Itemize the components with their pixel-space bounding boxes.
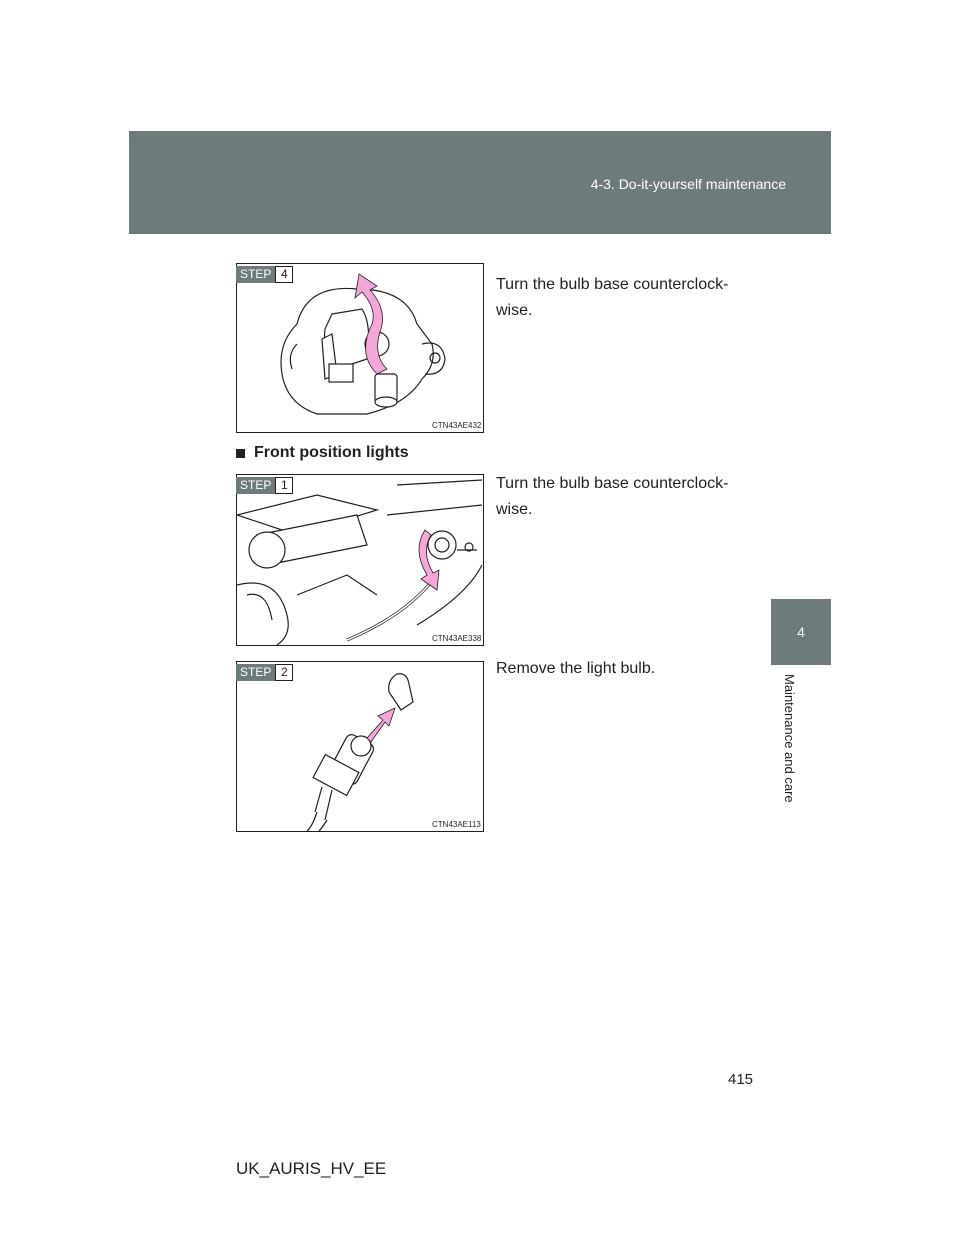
step-badge-4 [236, 266, 293, 283]
step-label: STEP [236, 664, 275, 681]
step-badge-1 [236, 477, 293, 494]
instruction-text: Turn the bulb base counterclock-wise. [496, 276, 729, 319]
step-label: STEP [236, 477, 275, 494]
step-badge-2 [236, 664, 293, 681]
figure-step-1 [236, 474, 484, 646]
figure-code: CTN43AE113 [432, 820, 481, 829]
position-light-illustration [237, 475, 483, 645]
step-number: 1 [275, 477, 293, 494]
section-heading-text: Front position lights [254, 444, 409, 461]
chapter-tab[interactable] [771, 599, 831, 665]
bullet-square-icon [236, 449, 245, 458]
chapter-header [129, 131, 831, 234]
section-title: 4-3. Do-it-yourself maintenance [590, 176, 786, 192]
instruction-text: Turn the bulb base counterclock-wise. [496, 475, 729, 518]
figure-code: CTN43AE432 [432, 421, 482, 430]
page-number: 415 [728, 1071, 754, 1088]
bulb-removal-illustration [237, 662, 483, 831]
model-code: UK_AURIS_HV_EE [236, 1159, 387, 1178]
figure-code: CTN43AE338 [432, 634, 482, 643]
step-number: 2 [275, 664, 293, 681]
figure-step-2 [236, 661, 484, 832]
section-heading [236, 444, 409, 462]
figure-step-4 [236, 263, 484, 433]
headlight-bulb-illustration [237, 264, 483, 432]
instruction-text: Remove the light bulb. [496, 660, 656, 677]
chapter-number: 4 [797, 624, 805, 640]
step-label: STEP [236, 266, 275, 283]
chapter-label-text: Maintenance and care [782, 674, 797, 803]
chapter-label [781, 674, 801, 824]
step-number: 4 [275, 266, 293, 283]
